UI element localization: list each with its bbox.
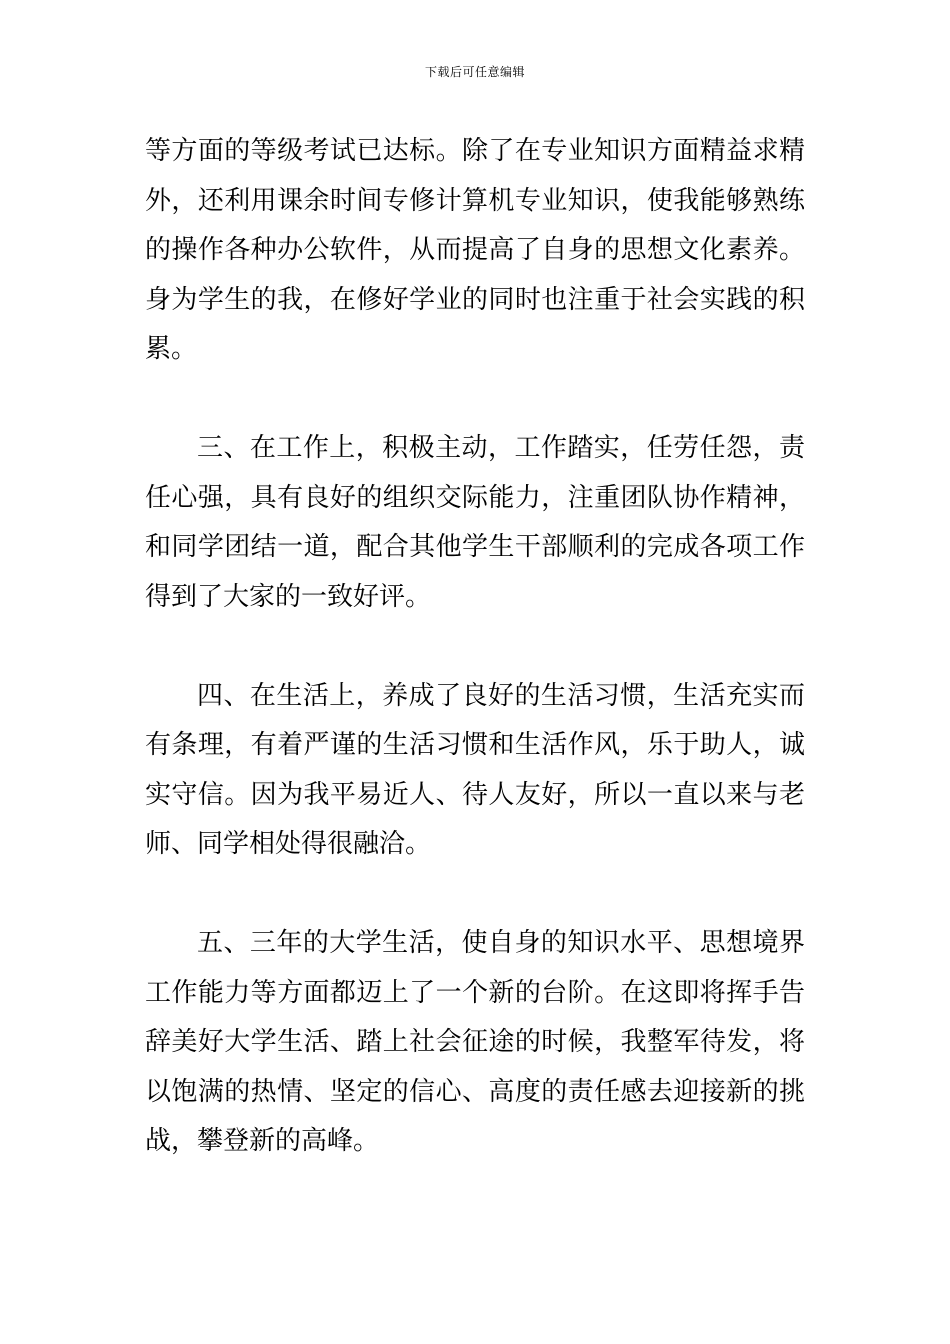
document-body <box>145 127 805 1167</box>
paragraph-summary: 五、三年的大学生活，使自身的知识水平、思想境界工作能力等方面都迈上了一个新的台阶。在这即将挥手告辞美好大学生活、踏上社会征途的时候，我整军待发，将以饱满的热情、坚定的信心、高度的责任感去迎接新的挑战，攀登新的高峰。 <box>145 928 805 1156</box>
paragraph-continuation: 等方面的等级考试已达标。除了在专业知识方面精益求精外，还利用课余时间专修计算机专业知识，使我能够熟练的操作各种办公软件，从而提高了自身的思想文化素养。身为学生的我，在修好学业的同时也注重于社会实践的积累。 <box>145 136 805 364</box>
paragraph-work: 三、在工作上，积极主动，工作踏实，任劳任怨，责任心强，具有良好的组织交际能力，注重团队协作精神，和同学团结一道，配合其他学生干部顺利的完成各项工作得到了大家的一致好评。 <box>145 433 805 612</box>
paragraph-life: 四、在生活上，养成了良好的生活习惯，生活充实而有条理，有着严谨的生活习惯和生活作风，乐于助人，诚实守信。因为我平易近人、待人友好，所以一直以来与老师、同学相处得很融洽。 <box>145 680 805 859</box>
header-note: 下载后可任意编辑 <box>424 65 525 79</box>
